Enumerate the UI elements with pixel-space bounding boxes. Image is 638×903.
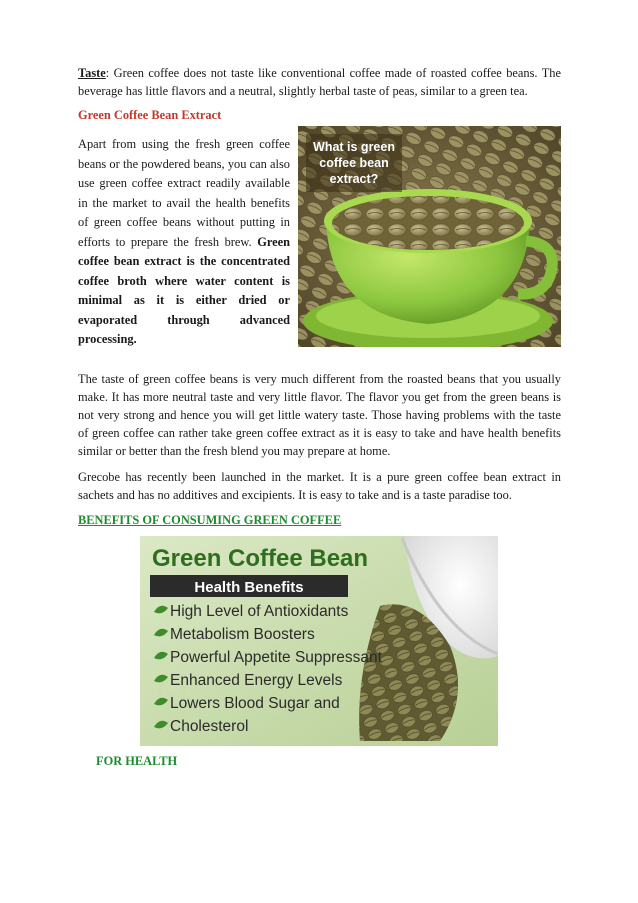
green-coffee-cup-image	[298, 126, 561, 347]
benefit-item	[154, 626, 315, 643]
extract-intro-plain: Apart from using the fresh green coffee beans or the powdered beans, you can also use green coffee extract readily available in the market to avail the health benefits of green coffee beans without putting in efforts to prepare the fresh brew.	[78, 137, 290, 249]
taste-label: Taste	[78, 66, 106, 80]
banner-title: Green Coffee Bean	[152, 545, 369, 572]
benefit-item-text: High Level of Antioxidants	[170, 603, 349, 620]
cup-caption-line3: extract?	[329, 172, 379, 186]
extract-intro-paragraph	[78, 135, 290, 350]
benefit-item	[154, 649, 383, 666]
extract-heading: Green Coffee Bean Extract	[78, 108, 222, 122]
extract-intro-bold: Green coffee bean extract is the concentrated coffee broth where water content is minimal as it is either dried or evaporated through advanced processing.	[78, 234, 290, 346]
grecobe-paragraph: Grecobe has recently been launched in the market. It is a pure green coffee bean extract in sachets and has no additives and excipients. It is easy to take and is a taste paradise too.	[78, 470, 561, 502]
cup-caption-line1: What is green	[313, 140, 395, 154]
benefit-item-text: Enhanced Energy Levels	[170, 672, 343, 689]
benefit-item-text: Metabolism Boosters	[170, 626, 315, 643]
benefit-item-text: Powerful Appetite Suppressant	[170, 649, 382, 666]
cup-caption-line2: coffee bean	[319, 156, 389, 170]
health-benefits-banner	[140, 536, 498, 746]
banner-illustration	[140, 536, 498, 746]
benefits-heading: BENEFITS OF CONSUMING GREEN COFFEE	[78, 513, 342, 527]
taste-text: : Green coffee does not taste like conventional coffee made of roasted coffee beans. The beverage has little flavors and a neutral, slightly herbal taste of peas, similar to a green tea.	[78, 66, 561, 98]
benefit-item-text: Lowers Blood Sugar and	[170, 695, 340, 712]
cup-illustration	[298, 126, 561, 347]
document-page	[78, 64, 561, 528]
benefit-item-text: Cholesterol	[170, 718, 249, 735]
for-health-heading: FOR HEALTH	[96, 754, 178, 768]
benefit-item	[154, 672, 343, 689]
banner-subtitle: Health Benefits	[194, 579, 304, 596]
benefit-item	[154, 695, 340, 712]
taste-comparison-paragraph: The taste of green coffee beans is very much different from the roasted beans that you usually make. It has more neutral taste and very little flavor. The flavor you get from the green beans is not very strong and hence you will get little watery taste. Those having problems with the taste of green coffee can rather take green coffee extract as it is easy to take and have health benefits similar or better than the fresh blend you may prepare at home.	[78, 372, 561, 458]
extract-section	[78, 134, 561, 362]
benefit-item	[154, 603, 349, 620]
extract-intro-column	[78, 134, 290, 350]
taste-paragraph	[78, 64, 561, 100]
